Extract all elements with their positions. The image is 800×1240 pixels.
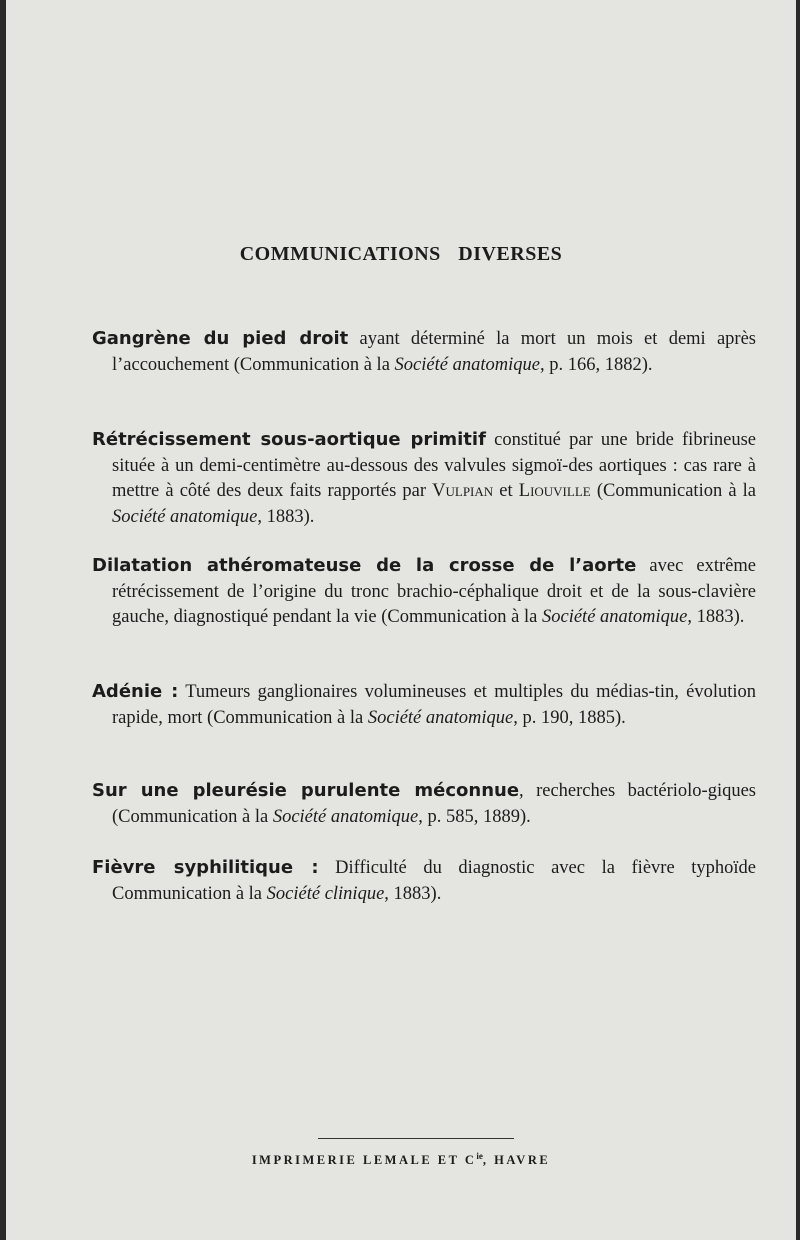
page [6, 0, 796, 1240]
entry-title: Rétrécissement sous-aortique primitif [92, 429, 486, 450]
entry-text-end: , 1883). [687, 607, 745, 627]
entry-title: Dilatation athéromateuse de la crosse de l’aorte [92, 555, 637, 576]
entry-text-end: , p. 585, 1889). [418, 806, 531, 827]
entry-title: Adénie : [92, 681, 179, 702]
page-title: COMMUNICATIONS DIVERSES [239, 243, 563, 265]
entry-text: Difficulté du diagnostic avec la fièvre typhoïde Communication à la [112, 858, 757, 904]
entry-text: Tumeurs ganglionaires volumineuses et multiples du médias-tin, évolution rapide, mort (Communication à la [112, 682, 756, 728]
entry-title: Sur une pleurésie purulente méconnue [92, 780, 520, 801]
entry-text: ayant déterminé la mort un mois et demi après l’accouchement (Communication à la [112, 329, 757, 375]
printer-name: IMPRIMERIE LEMALE ET C [251, 1153, 477, 1168]
printer-imprint [6, 1151, 796, 1168]
entry-journal: Société anatomique [394, 354, 540, 375]
entry-text: avec extrême rétrécissement de l’origine du tronc brachio-céphalique droit et de la sous-clavière gauche, diagnostiqué pendant la vie (Communication à la [112, 556, 756, 627]
entry-text-and: et [493, 481, 519, 501]
printer-city: , HAVRE [482, 1153, 551, 1168]
author-name: Vulpian [432, 481, 494, 501]
author-name: Liouville [518, 481, 591, 501]
footer-divider [318, 1138, 514, 1139]
entry-journal: Société anatomique [542, 607, 688, 627]
entry-text: , recherches bactériolo-giques (Communication à la [112, 781, 756, 827]
entry-retrecissement [92, 427, 756, 530]
entry-gangrene [92, 326, 756, 378]
printer-sup: ie [476, 1151, 483, 1161]
entry-journal: Société anatomique [367, 707, 514, 728]
entry-text-end: , p. 190, 1885). [513, 707, 626, 728]
entry-journal: Société anatomique [112, 506, 258, 527]
entry-text-end: , 1883). [384, 883, 442, 904]
entry-text: (Communication à la [590, 481, 756, 501]
entry-text-end: , p. 166, 1882). [539, 354, 653, 375]
entry-title: Fièvre syphilitique : [92, 857, 319, 878]
entry-dilatation [92, 553, 756, 631]
entry-journal: Société anatomique [272, 806, 419, 827]
entry-pleuresie [92, 778, 756, 830]
entry-title: Gangrène du pied droit [92, 328, 349, 349]
entry-adenie [92, 679, 756, 731]
entry-text-end: , 1883). [257, 506, 315, 527]
entry-journal: Société clinique [266, 883, 385, 904]
entry-fievre [92, 855, 756, 907]
entry-text: constitué par une bride fibrineuse située à un demi-centimètre au-dessous des valvules sigmoï-des aortiques : cas rare à mettre à côté des deux faits rapportés par [112, 430, 756, 501]
